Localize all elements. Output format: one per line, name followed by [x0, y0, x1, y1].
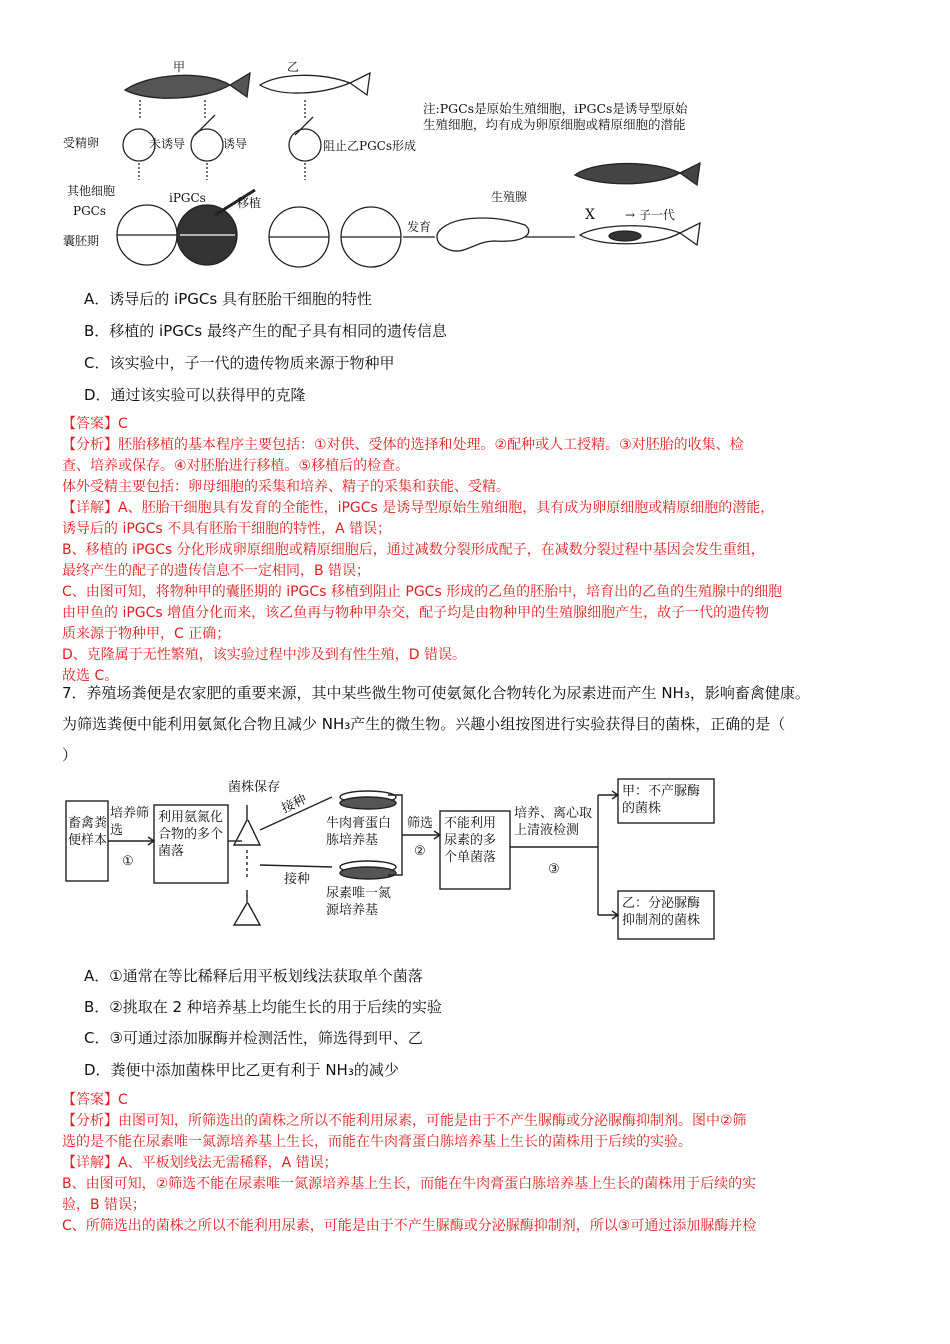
- q6-solution: [62, 414, 782, 687]
- fish-yi-icon: [260, 73, 370, 95]
- label-gonad: 生殖腺: [491, 190, 528, 204]
- q6-answer: 【答案】C: [62, 416, 128, 432]
- step1-label: 培养筛选: [110, 806, 150, 838]
- q7-option-c: C．③可通过添加脲酶并检测活性，筛选得到甲、乙: [84, 1029, 423, 1047]
- flask-icon-2: [234, 890, 260, 925]
- q7-stem-line: ）: [62, 746, 78, 764]
- q7-stem-line: 为筛选粪便中能利用氨氮化合物且减少 NH₃产生的微生物。兴趣小组按图进行实验获得目的菌株，正确的是（: [62, 715, 786, 733]
- label-other-cells: 其他细胞: [67, 184, 116, 198]
- box-sample-text: 畜禽粪便样本: [68, 816, 108, 848]
- label-ipgcs: iPGCs: [169, 191, 206, 205]
- step2-label: 筛选: [407, 816, 434, 831]
- box-jia-text: 甲：不产脲酶的菌株: [622, 784, 701, 816]
- q6-option-b: B．移植的 iPGCs 最终产生的配子具有相同的遗传信息: [84, 322, 447, 340]
- q7-detail-line: 验，B 错误；: [62, 1197, 147, 1213]
- label-inoculate2: 接种: [284, 872, 311, 887]
- fish-jia-icon: [125, 73, 250, 98]
- step3-label: 培养、离心取上清液检测: [514, 806, 593, 838]
- q6-detail-line: C、由图可知，将物种甲的囊胚期的 iPGCs 移植到阻止 PGCs 形成的乙鱼的胚胎中，培育出的乙鱼的生殖腺中的细胞: [62, 584, 783, 600]
- q6-detail-line: 由甲鱼的 iPGCs 增值分化而来，该乙鱼再与物种甲杂交，配子均是由物种甲的生殖腺细胞产生，故子一代的遗传物: [62, 605, 770, 621]
- label-offspring: → 子一代: [625, 208, 675, 222]
- q6-detail-line: 质来源于物种甲，C 正确；: [62, 626, 231, 642]
- label-blastula: 囊胚期: [63, 234, 100, 248]
- q7-solution: [62, 1090, 756, 1237]
- adult-fish-bottom-icon: [580, 223, 700, 245]
- embryo-icon: [437, 218, 529, 251]
- label-inoculate1: 接种: [279, 792, 310, 817]
- q7-analysis-line: 选的是不能在尿素唯一氮源培养基上生长，而能在牛肉膏蛋白胨培养基上生长的菌株用于后续的实验。: [62, 1134, 692, 1150]
- q6-option-c: C．该实验中，子一代的遗传物质来源于物种甲: [84, 354, 395, 372]
- box-yi-text: 乙：分泌脲酶抑制剂的菌株: [622, 896, 701, 928]
- label-block: 阻止乙PGCs形成: [323, 139, 417, 153]
- q7-stem-line: 7．养殖场粪便是农家肥的重要来源，其中某些微生物可使氨氮化合物转化为尿素进而产生 NH₃，影响畜禽健康。: [62, 684, 810, 702]
- flask-icon-1: [234, 805, 260, 845]
- q7-detail-line: C、所筛选出的菌株之所以不能利用尿素，可能是由于不产生脲酶或分泌脲酶抑制剂，所以③可通过添加脲酶并检: [62, 1218, 757, 1234]
- q6-detail-line: B、移植的 iPGCs 分化形成卵原细胞或精原细胞后，通过减数分裂形成配子，在减数分裂过程中基因会发生重组，: [62, 542, 765, 558]
- note-line2: 生殖细胞，均有成为卵原细胞或精原细胞的潜能: [423, 117, 686, 132]
- q7-answer: 【答案】C: [62, 1092, 128, 1108]
- q6-analysis-line: 【分析】胚胎移植的基本程序主要包括：①对供、受体的选择和处理。②配种或人工授精。③对胚胎的收集、检: [62, 437, 744, 453]
- label-jia: 甲: [173, 60, 186, 74]
- q6-detail-line: 诱导后的 iPGCs 不具有胚胎干细胞的特性，A 错误；: [62, 521, 392, 537]
- q6-analysis-line: 体外受精主要包括：卵母细胞的采集和培养、精子的采集和获能、受精。: [62, 479, 510, 495]
- step1-num: ①: [122, 854, 134, 869]
- q6-detail-line: 故选 C。: [62, 668, 119, 684]
- label-transplant: 移植: [237, 196, 262, 210]
- q6-detail-line: 【详解】A、胚胎干细胞具有发育的全能性，iPGCs 是诱导型原始生殖细胞，具有成为卵原细胞或精原细胞的潜能，: [62, 500, 775, 516]
- q7-option-b: B．②挑取在 2 种培养基上均能生长的用于后续的实验: [84, 998, 442, 1016]
- box-colonies-text: 利用氨氮化合物的多个菌落: [158, 810, 224, 859]
- q7-detail-line: B、由图可知，②筛选不能在尿素唯一氮源培养基上生长，而能在牛肉膏蛋白胨培养基上生长的菌株用于后续的实: [62, 1176, 757, 1192]
- label-pgcs: PGCs: [73, 204, 106, 218]
- q7-detail-line: 【详解】A、平板划线法无需稀释，A 错误；: [62, 1155, 338, 1171]
- egg-3: [289, 129, 321, 161]
- q6-analysis-line: 查、培养或保存。④对胚胎进行移植。⑤移植后的检查。: [62, 458, 410, 474]
- label-induced: 诱导: [223, 137, 248, 151]
- label-preserve: 菌株保存: [228, 780, 281, 795]
- label-not-induced: 未诱导: [149, 137, 186, 151]
- label-yi: 乙: [287, 60, 300, 74]
- figure-pgc-transplant: [55, 55, 735, 275]
- box-single-text: 不能利用尿素的多个单菌落: [444, 816, 497, 865]
- q7-option-d: D．粪便中添加菌株甲比乙更有利于 NH₃的减少: [84, 1061, 399, 1079]
- figure-strain-screening: [62, 775, 732, 950]
- step3-num: ③: [548, 862, 560, 877]
- label-fertilized-egg: 受精卵: [63, 136, 100, 150]
- adult-fish-top-icon: [575, 163, 700, 185]
- note-line1: 注:PGCs是原始生殖细胞，iPGCs是诱导型原始: [423, 101, 688, 116]
- q6-option-a: A．诱导后的 iPGCs 具有胚胎干细胞的特性: [84, 290, 372, 308]
- q6-detail-line: 最终产生的配子的遗传信息不一定相同，B 错误；: [62, 563, 371, 579]
- q7-option-a: A．①通常在等比稀释后用平板划线法获取单个菌落: [84, 967, 423, 985]
- label-urea-medium: 尿素唯一氮源培养基: [326, 886, 392, 918]
- label-beef-medium: 牛肉膏蛋白胨培养基: [326, 816, 392, 848]
- q6-detail-line: D、克隆属于无性繁殖，该实验过程中涉及到有性生殖，D 错误。: [62, 647, 467, 663]
- q7-analysis-line: 【分析】由图可知，所筛选出的菌株之所以不能利用尿素，可能是由于不产生脲酶或分泌脲酶抑制剂。图中②筛: [62, 1113, 747, 1129]
- label-develop: 发育: [407, 220, 432, 234]
- step2-num: ②: [414, 844, 426, 859]
- q6-option-d: D．通过该实验可以获得甲的克隆: [84, 386, 306, 404]
- label-cross: X: [585, 207, 595, 223]
